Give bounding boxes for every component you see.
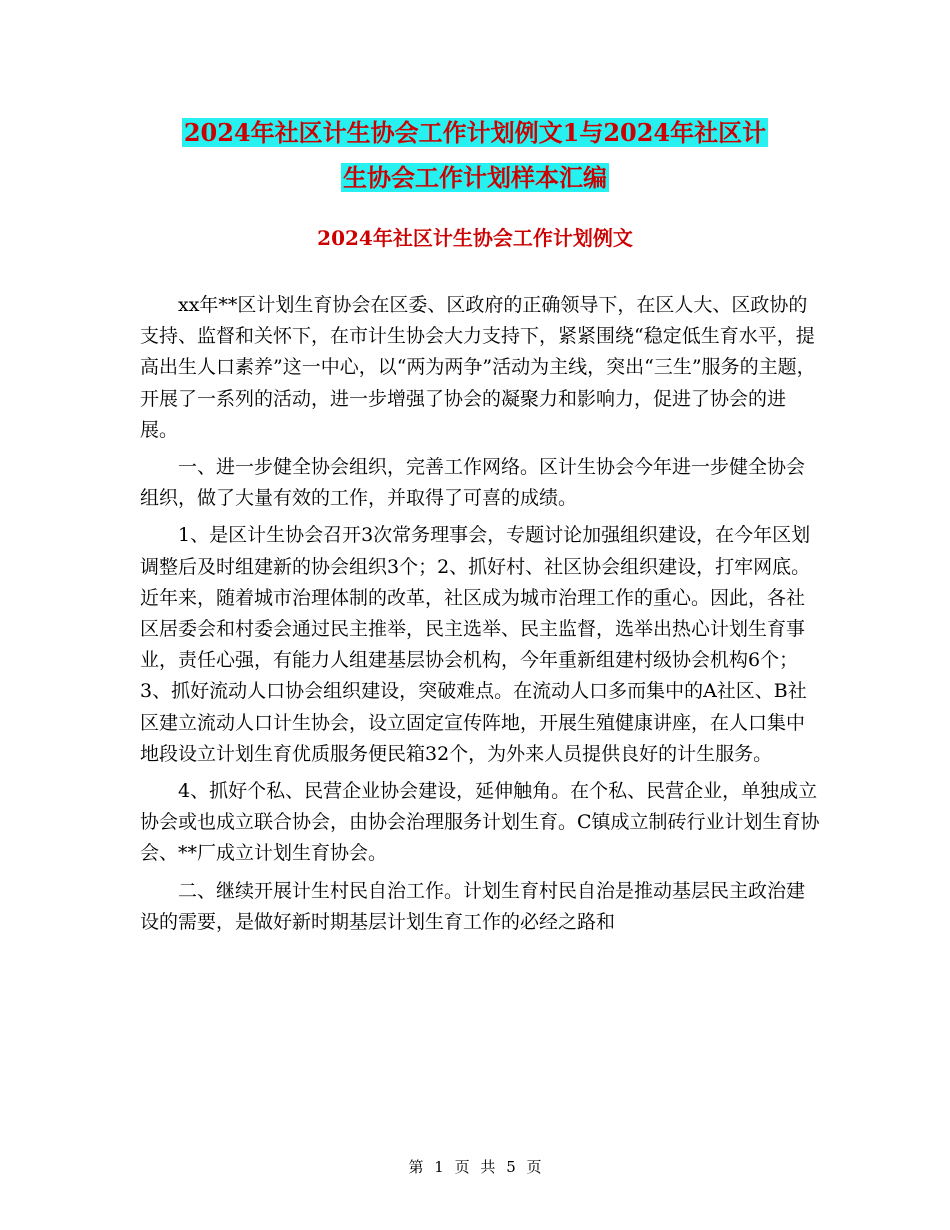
paragraph-section-two: 二、继续开展计生村民自治工作。计划生育村民自治是推动基层民主政治建设的需要，是做好新时期基层计划生育工作的必经之路和 <box>140 879 806 933</box>
paragraph-intro: xx年**区计划生育协会在区委、区政府的正确领导下，在区人大、区政协的支持、监督和关怀下，在市计生协会大力支持下，紧紧围绕“稳定低生育水平，提高出生人口素养”这一中心，以“两为两争”活动为主线，突出“三生”服务的主题，开展了一系列的活动，进一步增强了协会的凝聚力和影响力，促进了协会的进展。 <box>140 294 816 441</box>
main-title <box>0 110 950 200</box>
footer-label-ye-2: 页 <box>526 1158 542 1176</box>
footer-label-di: 第 <box>408 1158 424 1176</box>
document-body <box>140 290 820 938</box>
section-title: 2024年社区计生协会工作计划例文 <box>317 226 633 250</box>
footer-page-current: 1 <box>434 1158 444 1176</box>
footer-label-gong: 共 <box>480 1158 496 1176</box>
main-title-line1: 2024年社区计生协会工作计划例文1与2024年社区计 <box>183 118 767 147</box>
footer-page-total: 5 <box>506 1158 516 1176</box>
page-footer <box>0 1156 950 1177</box>
main-title-line2: 生协会工作计划样本汇编 <box>343 163 607 192</box>
paragraph-section-one: 一、进一步健全协会组织，完善工作网络。区计生协会今年进一步健全协会组织，做了大量有效的工作，并取得了可喜的成绩。 <box>140 456 806 510</box>
footer-label-ye: 页 <box>454 1158 470 1176</box>
paragraph-items-1-3: 1、是区计生协会召开3次常务理事会，专题讨论加强组织建设，在今年区划调整后及时组建新的协会组织3个；2、抓好村、社区协会组织建设，打牢网底。近年来，随着城市治理体制的改革，社区成为城市治理工作的重心。因此，各社区居委会和村委会通过民主推举，民主选举、民主监督，选举出热心计划生育事业，责任心强，有能力人组建基层协会机构，今年重新组建村级协会机构6个；3、抓好流动人口协会组织建设，突破难点。在流动人口多而集中的A社区、B社区建立流动人口计生协会，设立固定宣传阵地，开展生殖健康讲座，在人口集中地段设立计划生育优质服务便民箱32个，为外来人员提供良好的计生服务。 <box>140 524 811 765</box>
paragraph-item-4: 4、抓好个私、民营企业协会建设，延伸触角。在个私、民营企业，单独成立协会或也成立联合协会，由协会治理服务计划生育。C镇成立制砖行业计划生育协会、**厂成立计划生育协会。 <box>140 780 820 865</box>
